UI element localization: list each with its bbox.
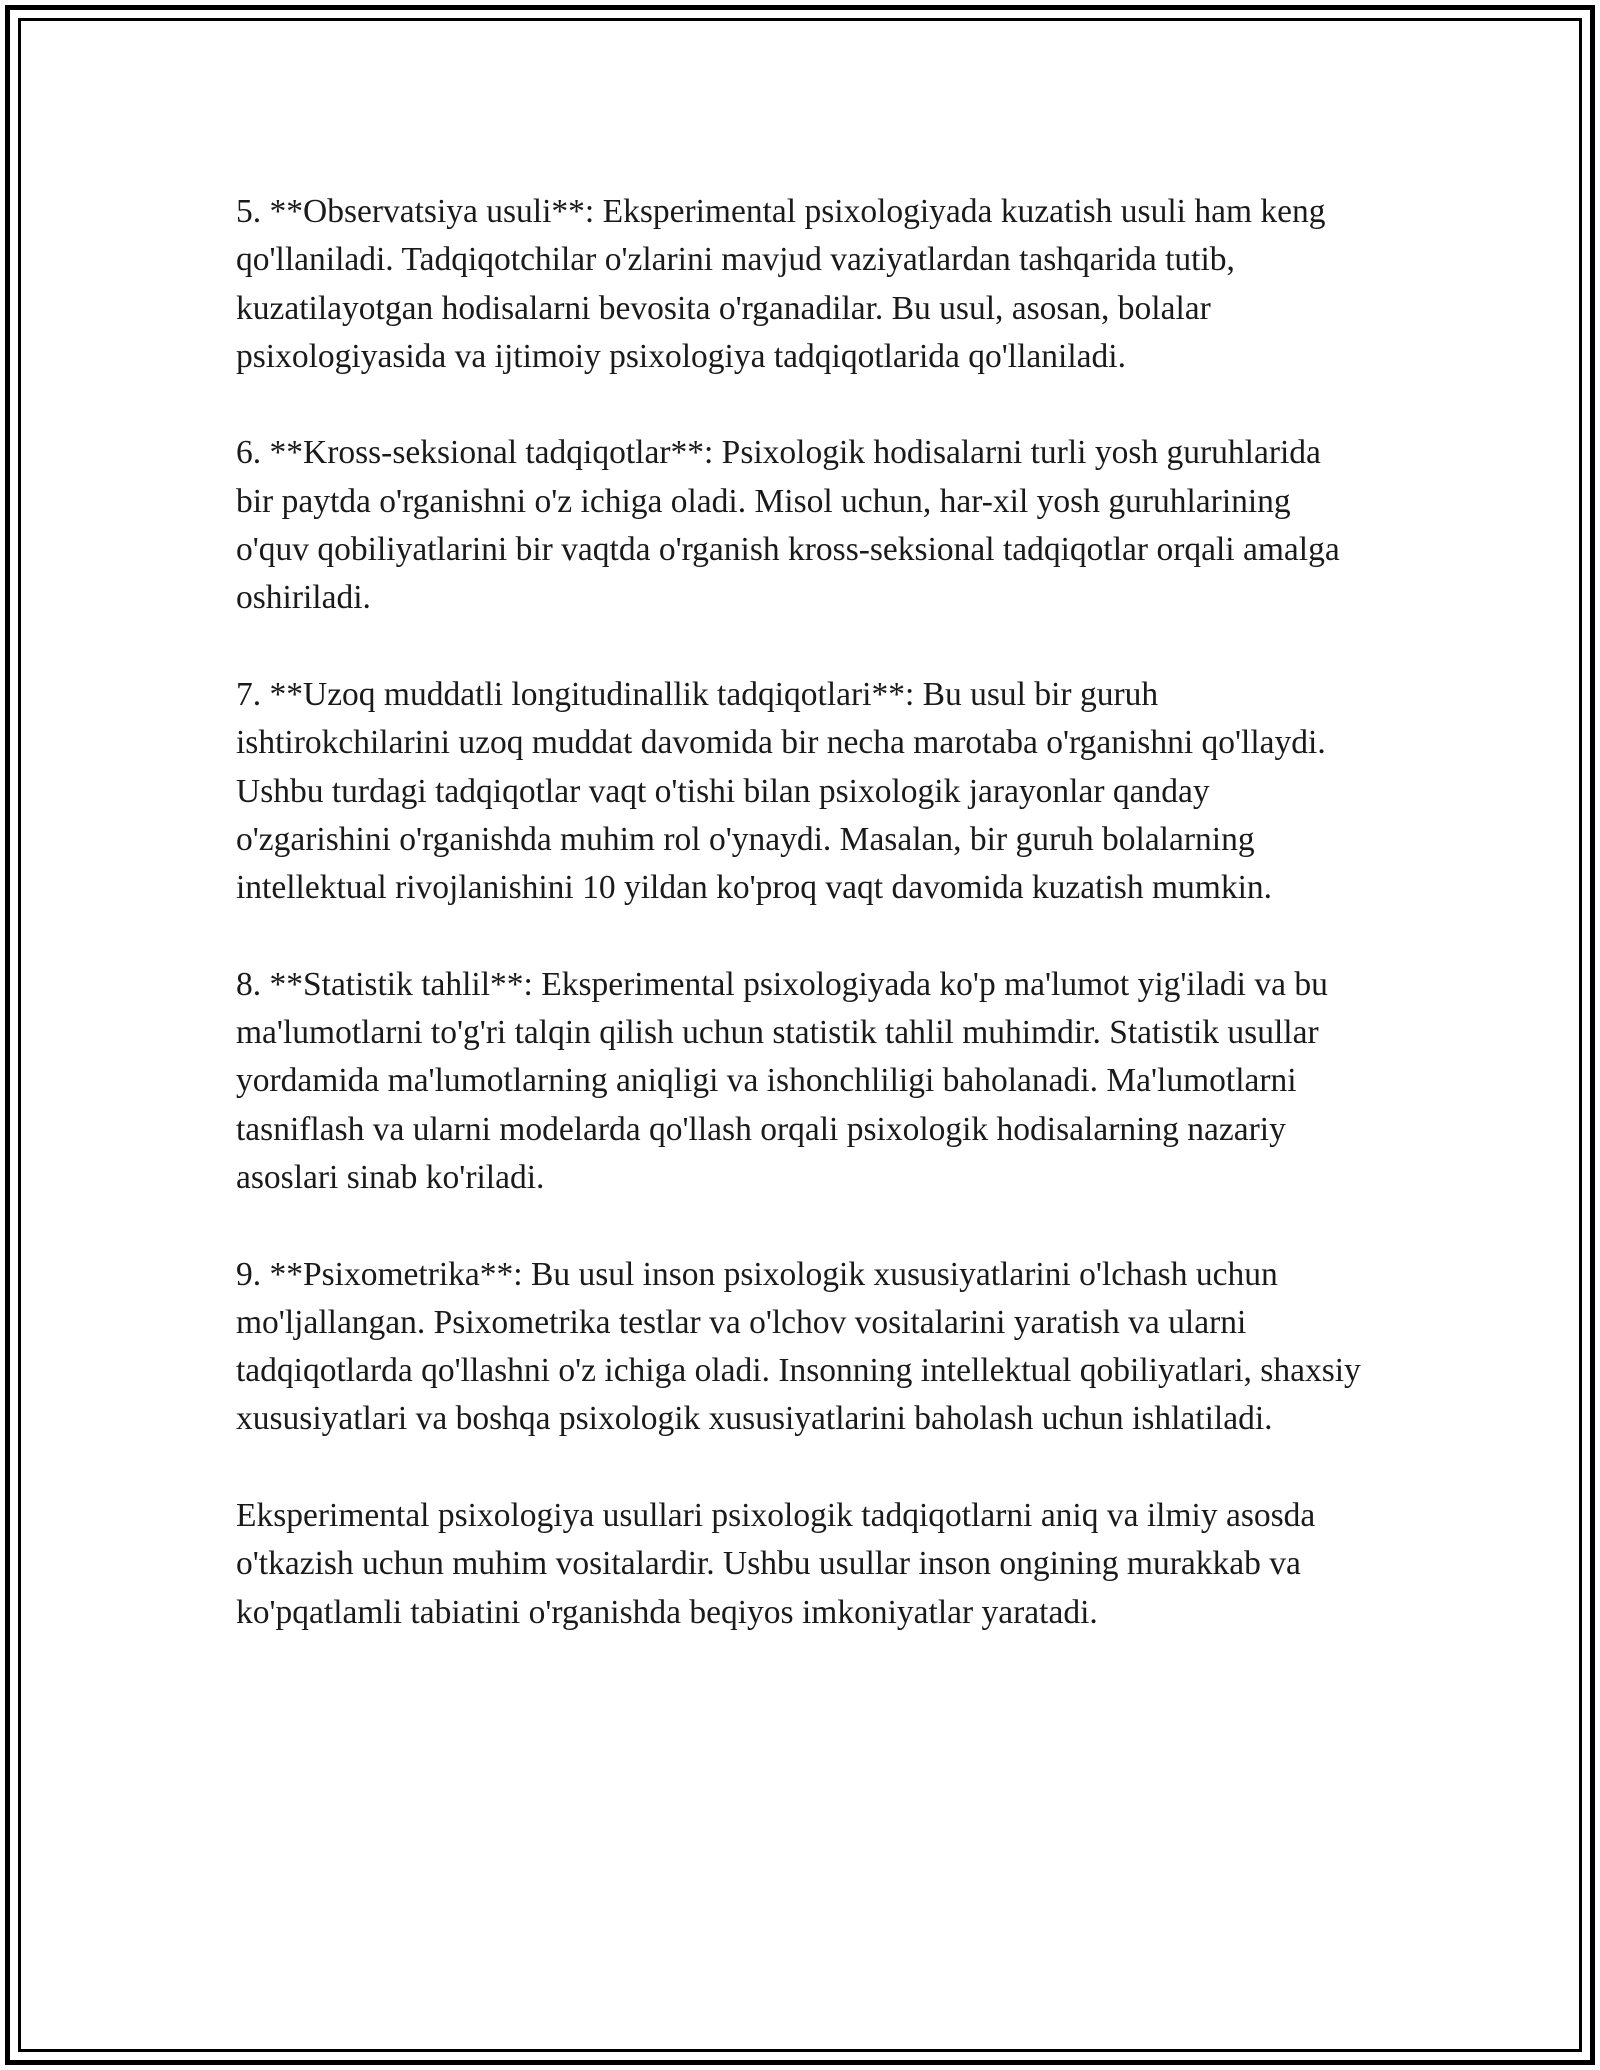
paragraph-conclusion: Eksperimental psixologiya usullari psixologik tadqiqotlarni aniq va ilmiy asosda o'tkazish uchun muhim vositalardir. Ushbu usullar inson ongining murakkab va ko'pqatlamli tabiatini o'rganishda beqiyos imkoniyatlar yaratadi. xyxy=(236,1497,1316,1631)
paragraph-psixometrika: 9. **Psixometrika**: Bu usul inson psixologik xususiyatlarini o'lchash uchun mo'ljallangan. Psixometrika testlar va o'lchov vositalarini yaratish va ularni tadqiqotlarda qo'llashni o'z ichiga oladi. Insonning intellektual qobiliyatlari, shaxsiy xususiyatlari va boshqa psixologik xususiyatlarini baholash uchun ishlatiladi. xyxy=(236,1255,1361,1438)
paragraph-longitudinallik: 7. **Uzoq muddatli longitudinallik tadqiqotlari**: Bu usul bir guruh ishtirokchilarini uzoq muddat davomida bir necha marotaba o'rganishni qo'llaydi. Ushbu turdagi tadqiqotlar vaqt o'tishi bilan psixologik jarayonlar qanday o'zgarishini o'rganishda muhim rol o'ynaydi. Masalan, bir guruh bolalarning intellektual rivojlanishini 10 yildan ko'proq vaqt davomida kuzatish mumkin. xyxy=(236,675,1326,907)
paragraph-kross-seksional: 6. **Kross-seksional tadqiqotlar**: Psixologik hodisalarni turli yosh guruhlarida bir paytda o'rganishni o'z ichiga oladi. Misol uchun, har-xil yosh guruhlarining o'quv qobiliyatlarini bir vaqtda o'rganish kross-seksional tadqiqotlar orqali amalga oshiriladi. xyxy=(236,434,1340,617)
paragraph-observatsiya: 5. **Observatsiya usuli**: Eksperimental psixologiyada kuzatish usuli ham keng qo'llaniladi. Tadqiqotchilar o'zlarini mavjud vaziyatlardan tashqarida tutib, kuzatilayotgan hodisalarni bevosita o'rganadilar. Bu usul, asosan, bolalar psixologiyasida va ijtimoiy psixologiya tadqiqotlarida qo'llaniladi. xyxy=(236,193,1326,375)
document-body xyxy=(236,188,1366,1685)
paragraph-statistik-tahlil: 8. **Statistik tahlil**: Eksperimental psixologiyada ko'p ma'lumot yig'iladi va bu ma'lumotlarni to'g'ri talqin qilish uchun statistik tahlil muhimdir. Statistik usullar yordamida ma'lumotlarning aniqligi va ishonchliligi baholanadi. Ma'lumotlarni tasniflash va ularni modelarda qo'llash orqali psixologik hodisalarning nazariy asoslari sinab ko'riladi. xyxy=(236,965,1328,1196)
